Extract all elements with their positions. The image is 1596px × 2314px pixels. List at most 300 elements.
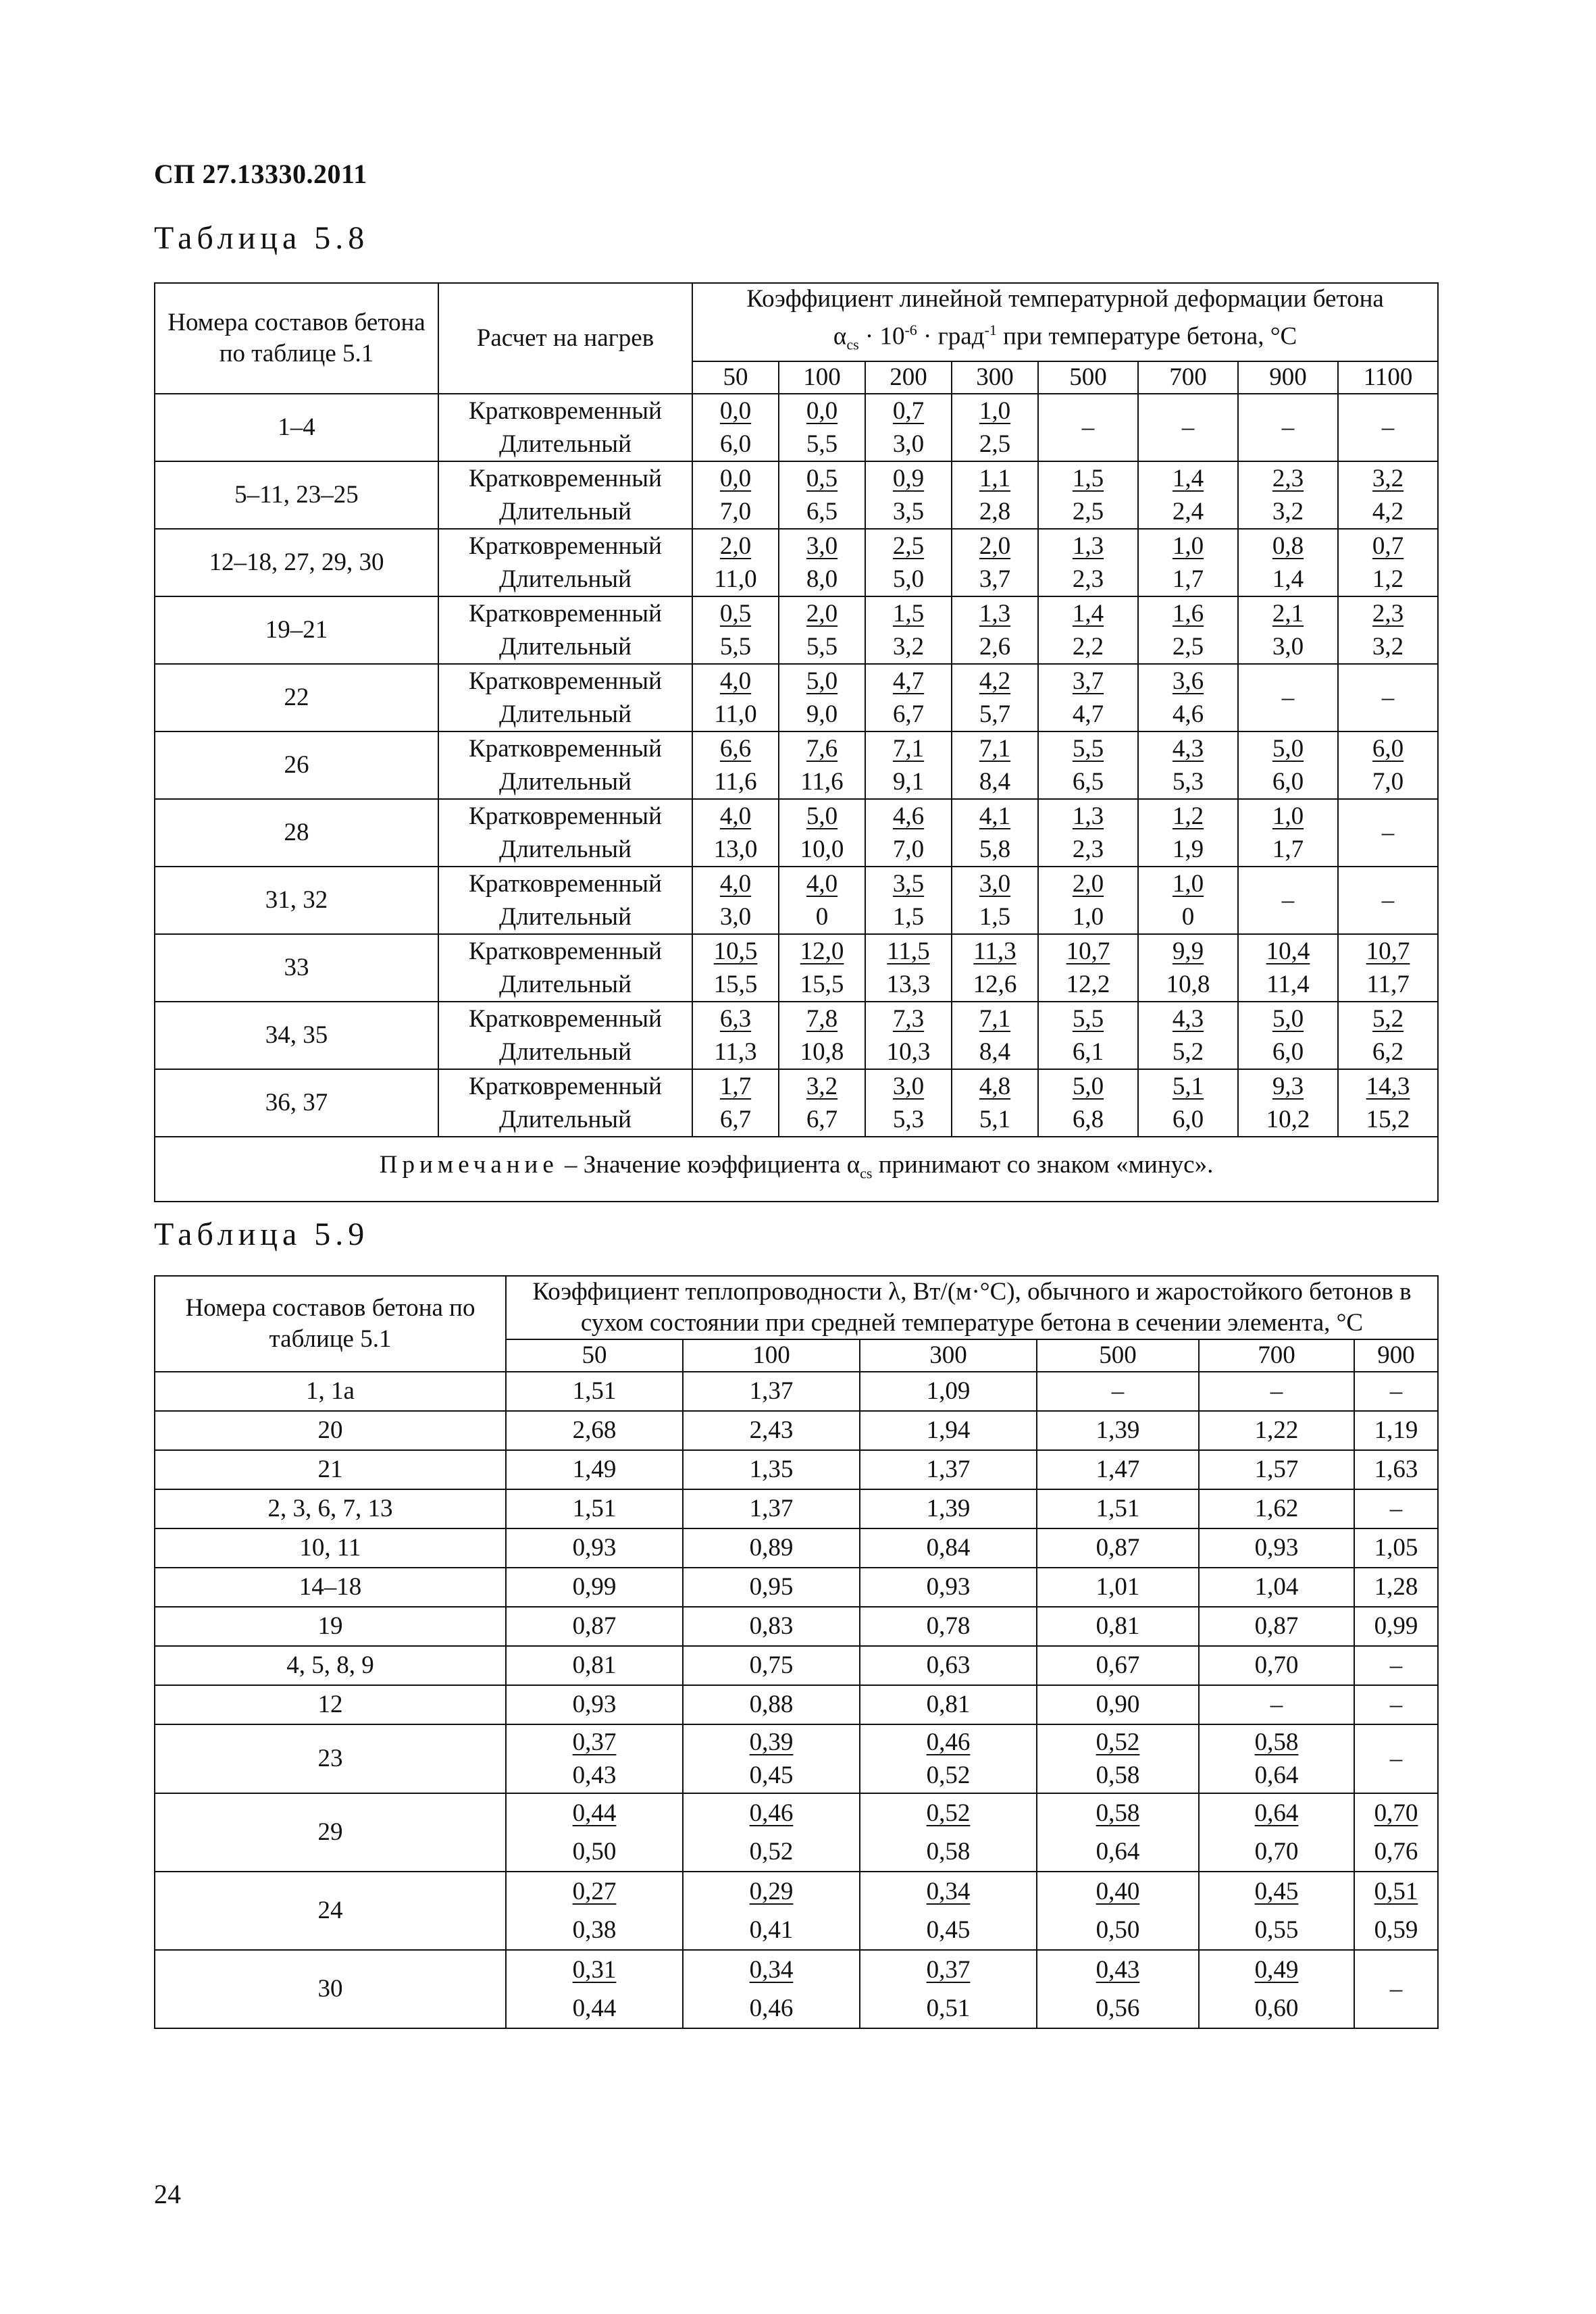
coefficient-cell: [1038, 664, 1138, 731]
coefficient-cell: [865, 799, 952, 867]
conductivity-top-value: 0,52: [926, 1799, 971, 1827]
composition-group: 14–18: [155, 1568, 506, 1607]
long-term-value: 6,0: [1272, 767, 1304, 796]
long-term-value: 10,8: [1166, 970, 1210, 998]
long-term-value: 2,5: [1072, 497, 1104, 525]
long-term-value: 11,6: [800, 767, 844, 796]
short-term-value: 0,7: [892, 396, 925, 425]
coef-sup1: -6: [904, 322, 917, 338]
composition-group: 24: [155, 1872, 506, 1950]
short-term-value: 4,3: [1172, 1004, 1204, 1033]
composition-group: 1, 1а: [155, 1372, 506, 1411]
heating-mode-cell: [438, 664, 692, 731]
composition-group: 12: [155, 1685, 506, 1724]
coefficient-cell: [1138, 934, 1238, 1002]
coefficient-cell: [692, 731, 779, 799]
long-term-value: 1,0: [1072, 902, 1104, 931]
long-term-value: 3,5: [892, 497, 925, 525]
conductivity-bottom-value: 0,44: [572, 1995, 617, 2022]
coefficient-cell: [1338, 461, 1438, 529]
coefficient-cell: [865, 461, 952, 529]
short-term-value: 4,0: [719, 869, 752, 898]
conductivity-cell: [1354, 1724, 1438, 1793]
conductivity-bottom-value: 0,64: [1096, 1838, 1140, 1866]
long-term-label: Длительный: [499, 835, 632, 863]
short-term-value: 2,0: [719, 532, 752, 560]
conductivity-cell: 0,81: [506, 1646, 683, 1685]
short-term-value: 3,0: [979, 869, 1011, 898]
coefficient-cell: [1038, 799, 1138, 867]
short-term-value: 4,1: [979, 802, 1011, 830]
conductivity-cell: [1199, 1793, 1354, 1872]
conductivity-cell: [1199, 1724, 1354, 1793]
table-row: [155, 394, 1438, 461]
short-term-value: 6,6: [719, 734, 752, 763]
conductivity-cell: 1,28: [1354, 1568, 1438, 1607]
conductivity-cell: 1,47: [1037, 1450, 1199, 1489]
conductivity-cell: 1,39: [1037, 1411, 1199, 1450]
short-term-value: 6,0: [1372, 734, 1404, 763]
conductivity-value: –: [1389, 1745, 1403, 1772]
conductivity-cell: [1354, 1950, 1438, 2028]
composition-group: 29: [155, 1793, 506, 1872]
coefficient-cell: [952, 1002, 1038, 1069]
coefficient-cell: [779, 799, 865, 867]
short-term-value: 5,1: [1172, 1072, 1204, 1100]
coefficient-cell: [1038, 1069, 1138, 1137]
coefficient-cell: [692, 529, 779, 596]
short-term-value: 4,2: [979, 667, 1011, 695]
conductivity-cell: [683, 1724, 860, 1793]
coef-mid: · 10: [858, 322, 905, 351]
long-term-value: 6,1: [1072, 1037, 1104, 1066]
coefficient-cell: [1238, 394, 1338, 461]
conductivity-cell: 0,84: [860, 1528, 1037, 1568]
coefficient-cell: [692, 799, 779, 867]
conductivity-top-value: 0,43: [1096, 1956, 1140, 1984]
coefficient-value: –: [1081, 413, 1095, 441]
col-header-composition: Номера составов бетона по таблице 5.1: [155, 1276, 506, 1372]
short-term-value: 2,0: [1072, 869, 1104, 898]
conductivity-cell: 1,09: [860, 1372, 1037, 1411]
long-term-value: 12,6: [973, 970, 1017, 998]
long-term-value: 2,8: [979, 497, 1011, 525]
long-term-value: 5,3: [892, 1105, 925, 1133]
conductivity-top-value: 0,40: [1096, 1878, 1140, 1905]
conductivity-top-value: 0,49: [1254, 1956, 1299, 1984]
coefficient-cell: [865, 664, 952, 731]
table-row: [155, 1528, 1438, 1568]
long-term-value: 5,3: [1172, 767, 1204, 796]
long-term-label: Длительный: [499, 902, 632, 931]
composition-group: 33: [155, 934, 438, 1002]
short-term-value: 5,5: [1072, 734, 1104, 763]
coefficient-value: –: [1281, 885, 1295, 914]
heating-mode-cell: [438, 529, 692, 596]
conductivity-cell: 0,70: [1199, 1646, 1354, 1685]
coefficient-value: –: [1181, 413, 1195, 441]
long-term-value: 1,5: [979, 902, 1011, 931]
long-term-value: 1,9: [1172, 835, 1204, 863]
composition-group: 19: [155, 1607, 506, 1646]
long-term-value: 6,5: [806, 497, 838, 525]
coefficient-cell: [779, 664, 865, 731]
short-term-label: Кратковременный: [469, 802, 662, 830]
short-term-value: 4,8: [979, 1072, 1011, 1100]
conductivity-cell: 0,93: [1199, 1528, 1354, 1568]
conductivity-cell: 1,37: [683, 1489, 860, 1528]
long-term-value: 5,8: [979, 835, 1011, 863]
temperature-header: 900: [1238, 361, 1338, 394]
conductivity-bottom-value: 0,43: [572, 1762, 617, 1789]
coefficient-cell: [1238, 1002, 1338, 1069]
short-term-value: 5,0: [1072, 1072, 1104, 1100]
coefficient-cell: [1138, 1069, 1238, 1137]
short-term-value: 11,5: [887, 937, 930, 965]
conductivity-cell: –: [1037, 1372, 1199, 1411]
coefficient-cell: [865, 934, 952, 1002]
short-term-value: 7,3: [892, 1004, 925, 1033]
short-term-value: 7,1: [892, 734, 925, 763]
long-term-label: Длительный: [499, 970, 632, 998]
long-term-value: 6,7: [719, 1105, 752, 1133]
coef-sup2: -1: [984, 322, 997, 338]
coefficient-cell: [865, 394, 952, 461]
conductivity-bottom-value: 0,70: [1254, 1838, 1299, 1866]
conductivity-cell: –: [1354, 1372, 1438, 1411]
long-term-value: 3,0: [892, 430, 925, 458]
conductivity-cell: 1,01: [1037, 1568, 1199, 1607]
coefficient-cell: [865, 867, 952, 934]
coefficient-cell: [1338, 664, 1438, 731]
conductivity-top-value: 0,37: [572, 1728, 617, 1756]
coefficient-cell: [1138, 1002, 1238, 1069]
coefficient-cell: [865, 1069, 952, 1137]
short-term-value: 1,5: [892, 599, 925, 627]
conductivity-top-value: 0,58: [1254, 1728, 1299, 1756]
conductivity-cell: 1,19: [1354, 1411, 1438, 1450]
composition-group: 1–4: [155, 394, 438, 461]
note-alpha-sub: cs: [860, 1164, 873, 1181]
composition-group: 4, 5, 8, 9: [155, 1646, 506, 1685]
temperature-header: 1100: [1338, 361, 1438, 394]
table-row: [155, 1646, 1438, 1685]
long-term-value: 10,8: [800, 1037, 844, 1066]
composition-group: 10, 11: [155, 1528, 506, 1568]
coef-end: при температуре бетона, °С: [996, 322, 1297, 351]
short-term-value: 1,0: [1172, 869, 1204, 898]
conductivity-top-value: 0,46: [749, 1799, 794, 1827]
short-term-value: 1,0: [979, 396, 1011, 425]
conductivity-cell: 0,93: [860, 1568, 1037, 1607]
coefficient-cell: [779, 1069, 865, 1137]
coefficient-cell: [1038, 1002, 1138, 1069]
long-term-label: Длительный: [499, 430, 632, 458]
coefficient-cell: [1038, 867, 1138, 934]
conductivity-cell: 0,63: [860, 1646, 1037, 1685]
coefficient-cell: [1338, 934, 1438, 1002]
conductivity-cell: [506, 1724, 683, 1793]
conductivity-cell: 0,87: [1199, 1607, 1354, 1646]
coefficient-cell: [1238, 664, 1338, 731]
conductivity-bottom-value: 0,59: [1374, 1916, 1418, 1944]
composition-group: 5–11, 23–25: [155, 461, 438, 529]
note-rest: принимают со знаком «минус».: [872, 1150, 1214, 1179]
conductivity-cell: 0,93: [506, 1685, 683, 1724]
conductivity-top-value: 0,64: [1254, 1799, 1299, 1827]
long-term-value: 10,3: [886, 1037, 931, 1066]
col-header-heating: Расчет на нагрев: [438, 283, 692, 394]
short-term-value: 1,0: [1272, 802, 1304, 830]
long-term-value: 8,4: [979, 1037, 1011, 1066]
conductivity-top-value: 0,29: [749, 1878, 794, 1905]
table-row: [155, 867, 1438, 934]
table-row: [155, 1872, 1438, 1950]
short-term-value: 3,5: [892, 869, 925, 898]
coefficient-cell: [1138, 799, 1238, 867]
short-term-value: 9,3: [1272, 1072, 1304, 1100]
conductivity-cell: 0,87: [1037, 1528, 1199, 1568]
conductivity-bottom-value: 0,51: [926, 1995, 971, 2022]
heating-mode-cell: [438, 394, 692, 461]
table-row: [155, 1685, 1438, 1724]
composition-group: 20: [155, 1411, 506, 1450]
long-term-label: Длительный: [499, 767, 632, 796]
short-term-label: Кратковременный: [469, 1072, 662, 1100]
short-term-value: 3,6: [1172, 667, 1204, 695]
short-term-value: 1,3: [1072, 802, 1104, 830]
long-term-value: 2,5: [979, 430, 1011, 458]
short-term-value: 7,8: [806, 1004, 838, 1033]
long-term-value: 4,7: [1072, 700, 1104, 728]
short-term-value: 2,0: [806, 599, 838, 627]
table-row: [155, 799, 1438, 867]
conductivity-cell: [506, 1793, 683, 1872]
table-row: [155, 1568, 1438, 1607]
long-term-value: 1,5: [892, 902, 925, 931]
coefficient-cell: [692, 664, 779, 731]
coefficient-cell: [952, 934, 1038, 1002]
short-term-value: 3,2: [1372, 464, 1404, 492]
coefficient-cell: [692, 867, 779, 934]
coefficient-cell: [1338, 596, 1438, 664]
short-term-label: Кратковременный: [469, 734, 662, 763]
coefficient-cell: [692, 934, 779, 1002]
long-term-value: 15,2: [1366, 1105, 1410, 1133]
table-row: [155, 1411, 1438, 1450]
long-term-value: 8,4: [979, 767, 1011, 796]
long-term-value: 13,3: [886, 970, 931, 998]
table-row: [155, 596, 1438, 664]
coefficient-cell: [779, 934, 865, 1002]
composition-group: 21: [155, 1450, 506, 1489]
coef-alpha: α: [833, 322, 847, 351]
table-row: [155, 1002, 1438, 1069]
short-term-value: 2,3: [1272, 464, 1304, 492]
conductivity-cell: –: [1199, 1685, 1354, 1724]
conductivity-cell: 0,99: [1354, 1607, 1438, 1646]
conductivity-bottom-value: 0,56: [1096, 1995, 1140, 2022]
table-row: [155, 461, 1438, 529]
temperature-header: 700: [1199, 1339, 1354, 1372]
coefficient-cell: [779, 867, 865, 934]
short-term-value: 0,9: [892, 464, 925, 492]
long-term-label: Длительный: [499, 497, 632, 525]
long-term-value: 0: [1181, 902, 1195, 931]
short-term-value: 4,0: [719, 802, 752, 830]
long-term-value: 12,2: [1066, 970, 1110, 998]
long-term-value: 6,2: [1372, 1037, 1404, 1066]
heating-mode-cell: [438, 799, 692, 867]
coefficient-cell: [952, 664, 1038, 731]
conductivity-cell: 0,88: [683, 1685, 860, 1724]
coefficient-cell: [952, 799, 1038, 867]
conductivity-cell: 0,78: [860, 1607, 1037, 1646]
conductivity-cell: [506, 1872, 683, 1950]
long-term-value: 4,2: [1372, 497, 1404, 525]
long-term-label: Длительный: [499, 632, 632, 661]
temperature-header: 100: [683, 1339, 860, 1372]
long-term-value: 2,4: [1172, 497, 1204, 525]
conductivity-cell: –: [1354, 1685, 1438, 1724]
short-term-value: 10,4: [1266, 937, 1310, 965]
composition-group: 2, 3, 6, 7, 13: [155, 1489, 506, 1528]
temperature-header: 700: [1138, 361, 1238, 394]
coefficient-cell: [1338, 799, 1438, 867]
long-term-value: 10,0: [800, 835, 844, 863]
heating-mode-cell: [438, 1002, 692, 1069]
short-term-value: 10,7: [1066, 937, 1110, 965]
conductivity-top-value: 0,58: [1096, 1799, 1140, 1827]
conductivity-cell: 1,62: [1199, 1489, 1354, 1528]
conductivity-cell: [683, 1950, 860, 2028]
conductivity-cell: 1,04: [1199, 1568, 1354, 1607]
conductivity-cell: [860, 1872, 1037, 1950]
long-term-value: 5,2: [1172, 1037, 1204, 1066]
short-term-label: Кратковременный: [469, 937, 662, 965]
short-term-value: 11,3: [973, 937, 1016, 965]
coefficient-cell: [1038, 529, 1138, 596]
coefficient-cell: [1238, 529, 1338, 596]
short-term-value: 1,4: [1172, 464, 1204, 492]
short-term-value: 1,7: [719, 1072, 752, 1100]
conductivity-cell: 0,93: [506, 1528, 683, 1568]
table-5-8-caption: Таблица 5.8: [154, 220, 369, 256]
conductivity-cell: –: [1354, 1646, 1438, 1685]
coefficient-cell: [692, 596, 779, 664]
long-term-value: 5,5: [806, 632, 838, 661]
composition-group: 12–18, 27, 29, 30: [155, 529, 438, 596]
conductivity-cell: 1,49: [506, 1450, 683, 1489]
coefficient-cell: [1238, 934, 1338, 1002]
conductivity-value: –: [1389, 1975, 1403, 2003]
conductivity-bottom-value: 0,38: [572, 1916, 617, 1944]
heating-mode-cell: [438, 461, 692, 529]
long-term-value: 3,0: [1272, 632, 1304, 661]
conductivity-cell: 0,83: [683, 1607, 860, 1646]
conductivity-cell: [1037, 1950, 1199, 2028]
col-header-composition: Номера составов бетона по таблице 5.1: [155, 283, 438, 394]
conductivity-bottom-value: 0,58: [1096, 1762, 1140, 1789]
heating-mode-cell: [438, 596, 692, 664]
temperature-header: 900: [1354, 1339, 1438, 1372]
short-term-value: 2,1: [1272, 599, 1304, 627]
heating-mode-cell: [438, 934, 692, 1002]
coefficient-cell: [1038, 394, 1138, 461]
long-term-value: 9,0: [806, 700, 838, 728]
long-term-value: 2,5: [1172, 632, 1204, 661]
conductivity-top-value: 0,52: [1096, 1728, 1140, 1756]
long-term-value: 3,0: [719, 902, 752, 931]
conductivity-cell: 1,37: [683, 1372, 860, 1411]
composition-group: 19–21: [155, 596, 438, 664]
composition-group: 26: [155, 731, 438, 799]
long-term-label: Длительный: [499, 700, 632, 728]
coefficient-value: –: [1281, 413, 1295, 441]
long-term-value: 9,1: [892, 767, 925, 796]
table-row: [155, 1607, 1438, 1646]
short-term-value: 5,0: [806, 667, 838, 695]
short-term-value: 1,6: [1172, 599, 1204, 627]
long-term-value: 6,5: [1072, 767, 1104, 796]
long-term-value: 1,2: [1372, 565, 1404, 593]
table-5-9-caption: Таблица 5.9: [154, 1216, 369, 1252]
short-term-value: 14,3: [1366, 1072, 1410, 1100]
conductivity-cell: [1037, 1724, 1199, 1793]
coefficient-value: –: [1381, 413, 1395, 441]
temperature-header: 500: [1038, 361, 1138, 394]
table-row: [155, 1793, 1438, 1872]
short-term-value: 9,9: [1172, 937, 1204, 965]
coefficient-cell: [692, 461, 779, 529]
conductivity-cell: 1,22: [1199, 1411, 1354, 1450]
coefficient-cell: [865, 731, 952, 799]
long-term-value: 11,3: [714, 1037, 757, 1066]
short-term-value: 0,0: [719, 464, 752, 492]
short-term-value: 1,3: [979, 599, 1011, 627]
short-term-value: 1,5: [1072, 464, 1104, 492]
col-header-conductivity: Коэффициент теплопроводности λ, Вт/(м·°С), обычного и жаростойкого бетонов в сухом состоянии при средней температуре бетона в сечении элемента, °С: [506, 1276, 1438, 1339]
temperature-header: 300: [952, 361, 1038, 394]
conductivity-bottom-value: 0,76: [1374, 1838, 1418, 1866]
short-term-value: 1,1: [979, 464, 1011, 492]
coefficient-cell: [1138, 664, 1238, 731]
short-term-value: 1,3: [1072, 532, 1104, 560]
coefficient-value: –: [1381, 818, 1395, 846]
conductivity-cell: 1,39: [860, 1489, 1037, 1528]
conductivity-cell: [1354, 1793, 1438, 1872]
conductivity-cell: 0,90: [1037, 1685, 1199, 1724]
conductivity-cell: 0,99: [506, 1568, 683, 1607]
long-term-value: 3,2: [892, 632, 925, 661]
coefficient-cell: [865, 596, 952, 664]
conductivity-cell: [1199, 1872, 1354, 1950]
short-term-label: Кратковременный: [469, 532, 662, 560]
long-term-value: 5,7: [979, 700, 1011, 728]
long-term-value: 13,0: [713, 835, 758, 863]
conductivity-cell: 1,94: [860, 1411, 1037, 1450]
long-term-value: 6,0: [719, 430, 752, 458]
conductivity-bottom-value: 0,46: [749, 1995, 794, 2022]
long-term-value: 7,0: [719, 497, 752, 525]
conductivity-cell: 2,68: [506, 1411, 683, 1450]
conductivity-top-value: 0,34: [926, 1878, 971, 1905]
long-term-value: 3,2: [1272, 497, 1304, 525]
table-row: [155, 1069, 1438, 1137]
temperature-header: 50: [506, 1339, 683, 1372]
coefficient-cell: [1338, 867, 1438, 934]
short-term-value: 12,0: [800, 937, 844, 965]
